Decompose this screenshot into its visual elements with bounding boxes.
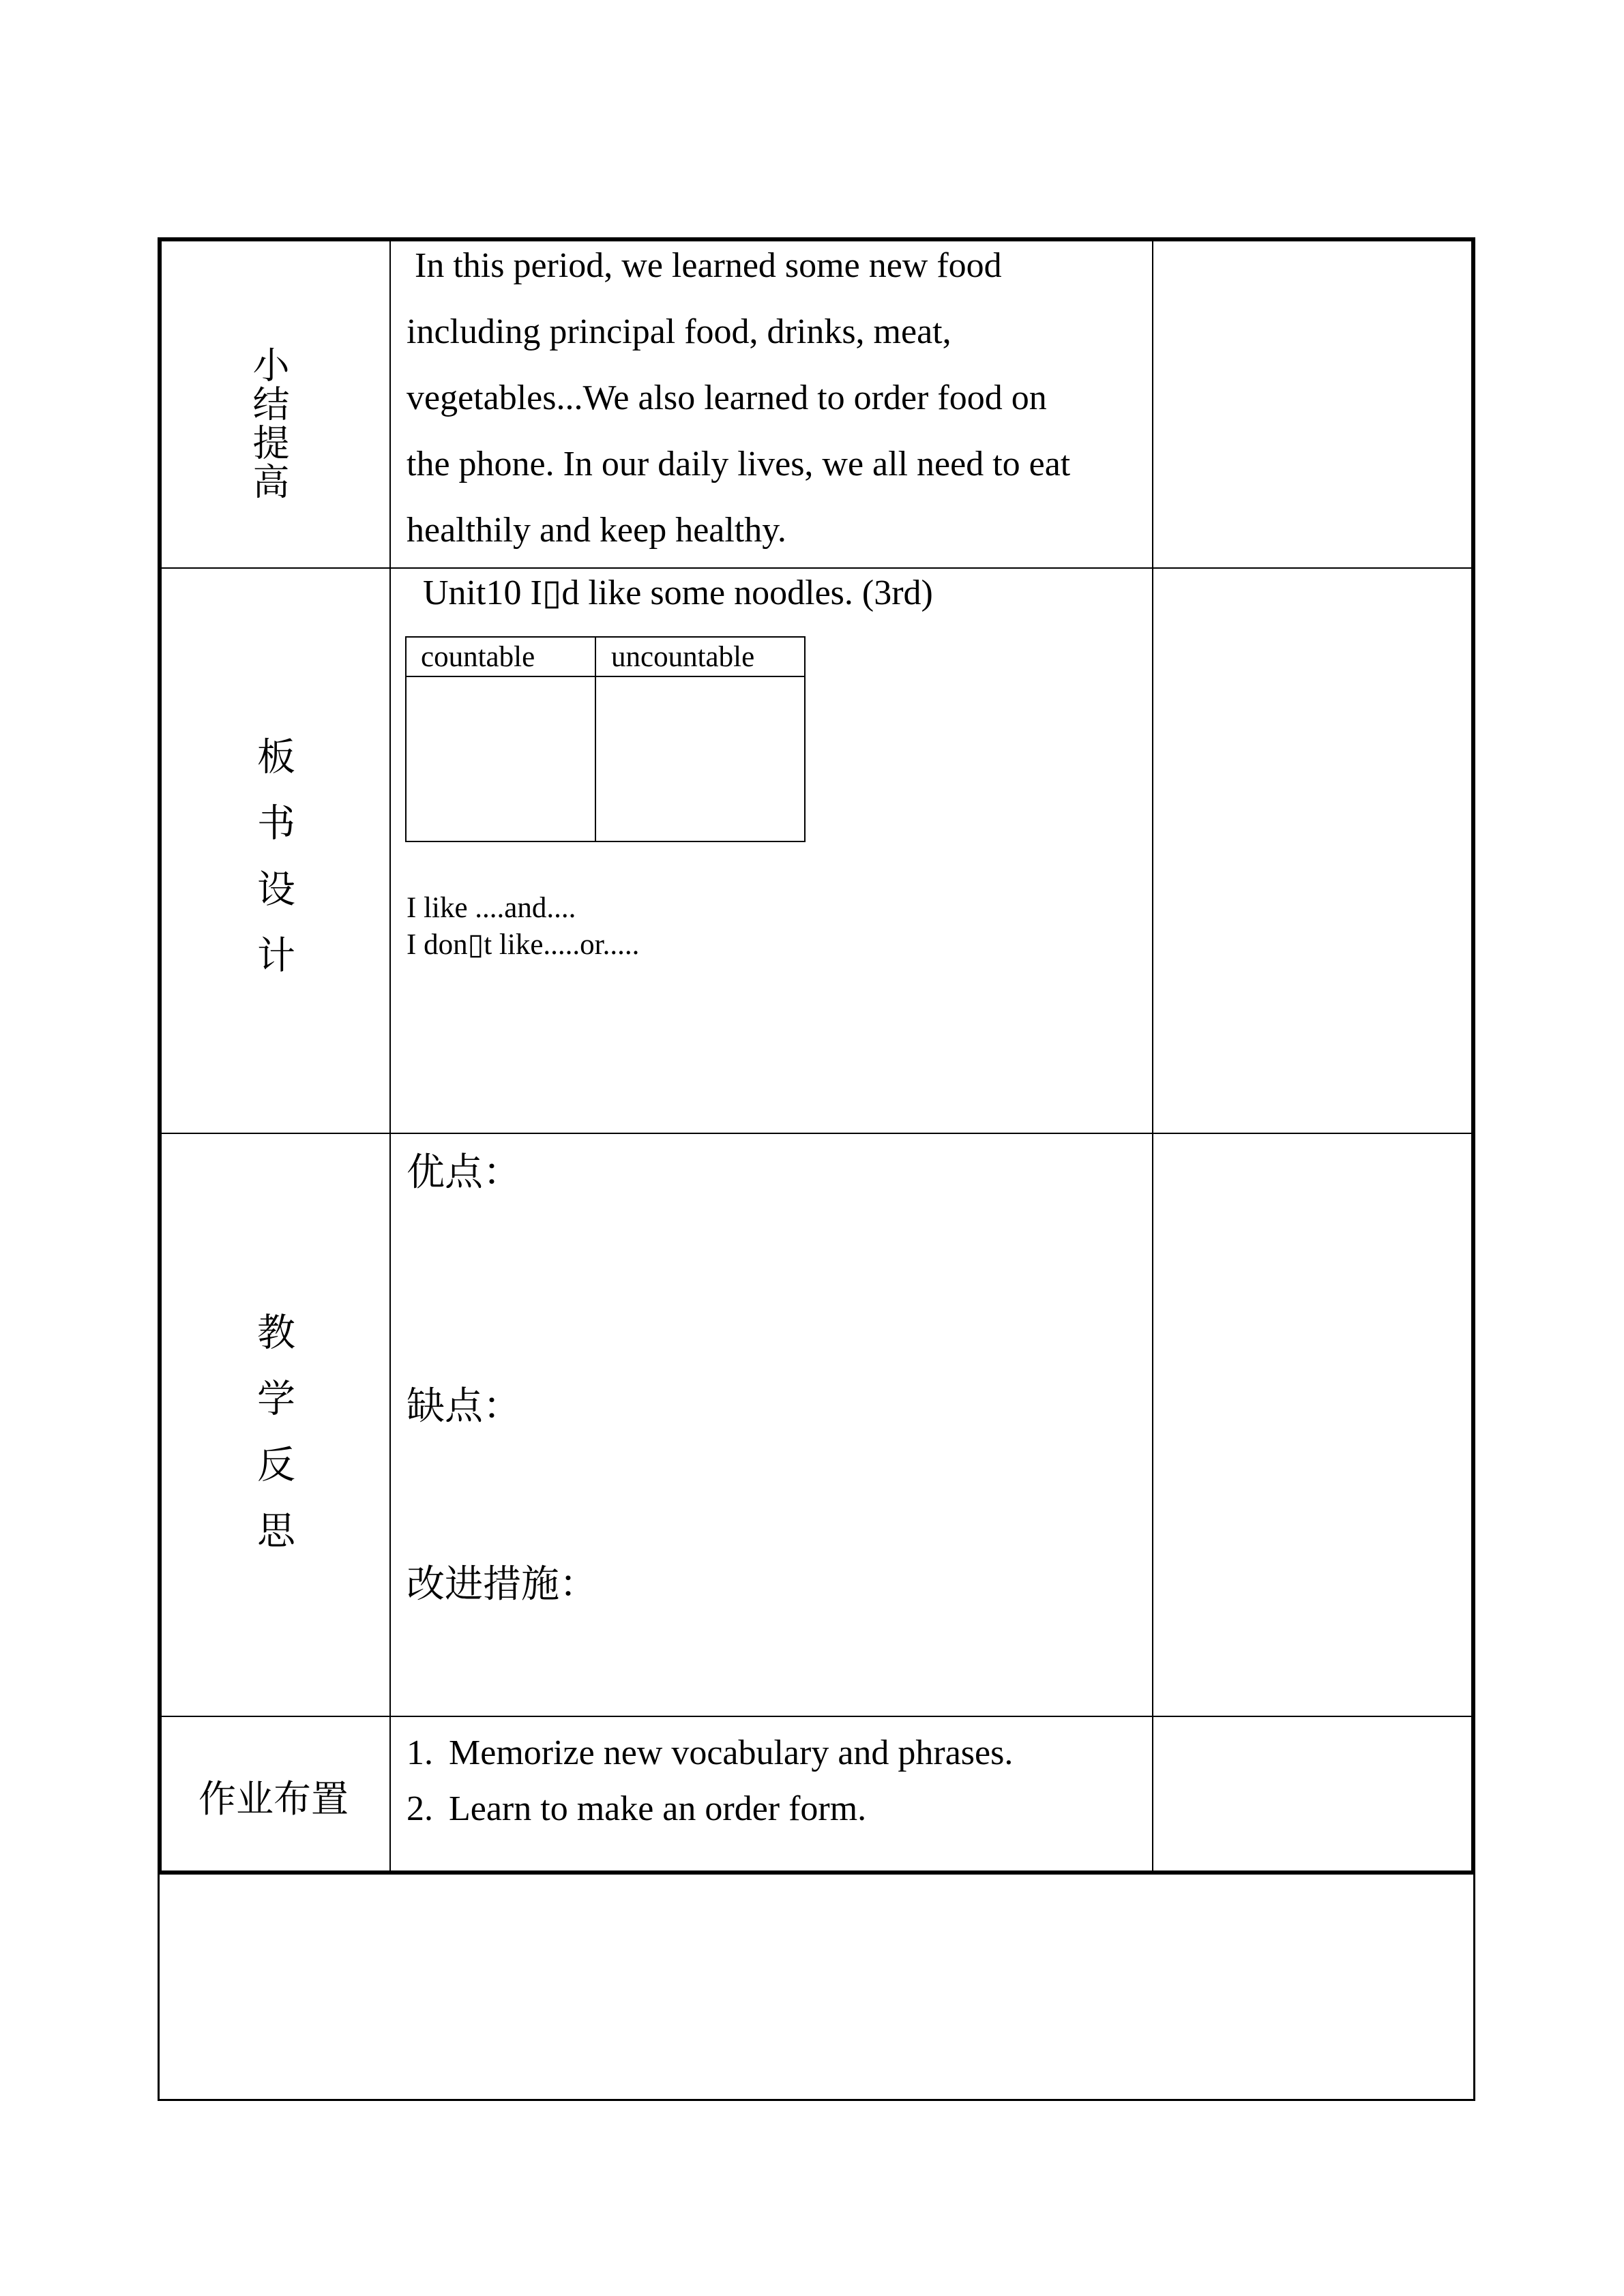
column-divider-notes: [1152, 237, 1153, 1873]
row-divider-blackboard: [158, 1133, 1475, 1134]
header-uncountable: uncountable: [611, 641, 755, 673]
reflection-label: 教学反思: [252, 1312, 295, 1577]
row-divider-reflection: [158, 1716, 1475, 1717]
blackboard-title: Unit10 I▯d like some noodles. (3rd): [423, 573, 933, 612]
strengths-heading: 优点：: [407, 1150, 521, 1193]
improvements-heading: 改进措施：: [407, 1562, 597, 1605]
column-divider-label: [389, 237, 391, 1873]
homework-item-number: 2.: [407, 1789, 433, 1828]
summary-line: healthily and keep healthy.: [407, 511, 786, 550]
homework-item-text: Learn to make an order form.: [449, 1789, 867, 1828]
countable-table: [405, 636, 806, 842]
homework-item-text: Memorize new vocabulary and phrases.: [449, 1733, 1014, 1772]
summary-line: including principal food, drinks, meat,: [407, 312, 951, 351]
summary-line: vegetables...We also learned to order food on: [407, 378, 1047, 417]
homework-item: [407, 1781, 1013, 1837]
blackboard-label: 板书设计: [252, 736, 295, 1001]
homework-label: 作业布置: [198, 1778, 349, 1820]
homework-list: [407, 1725, 1013, 1837]
homework-item-number: 1.: [407, 1733, 433, 1772]
blackboard-notes: [407, 890, 639, 964]
summary-line: In this period, we learned some new food: [415, 246, 1002, 285]
countable-table-divider: [595, 638, 596, 841]
summary-line: the phone. In our daily lives, we all need to eat: [407, 445, 1071, 483]
weaknesses-heading: 缺点：: [407, 1384, 521, 1427]
summary-label: 小结提高: [248, 346, 289, 501]
header-countable: countable: [421, 641, 535, 673]
homework-item: [407, 1725, 1013, 1781]
summary-paragraph: [407, 233, 1143, 563]
row-divider-summary: [158, 567, 1475, 569]
note-line: I don▯t like.....or.....: [407, 929, 640, 961]
bottom-empty-box: [158, 1870, 1475, 2101]
note-line: I like ....and....: [407, 892, 576, 924]
